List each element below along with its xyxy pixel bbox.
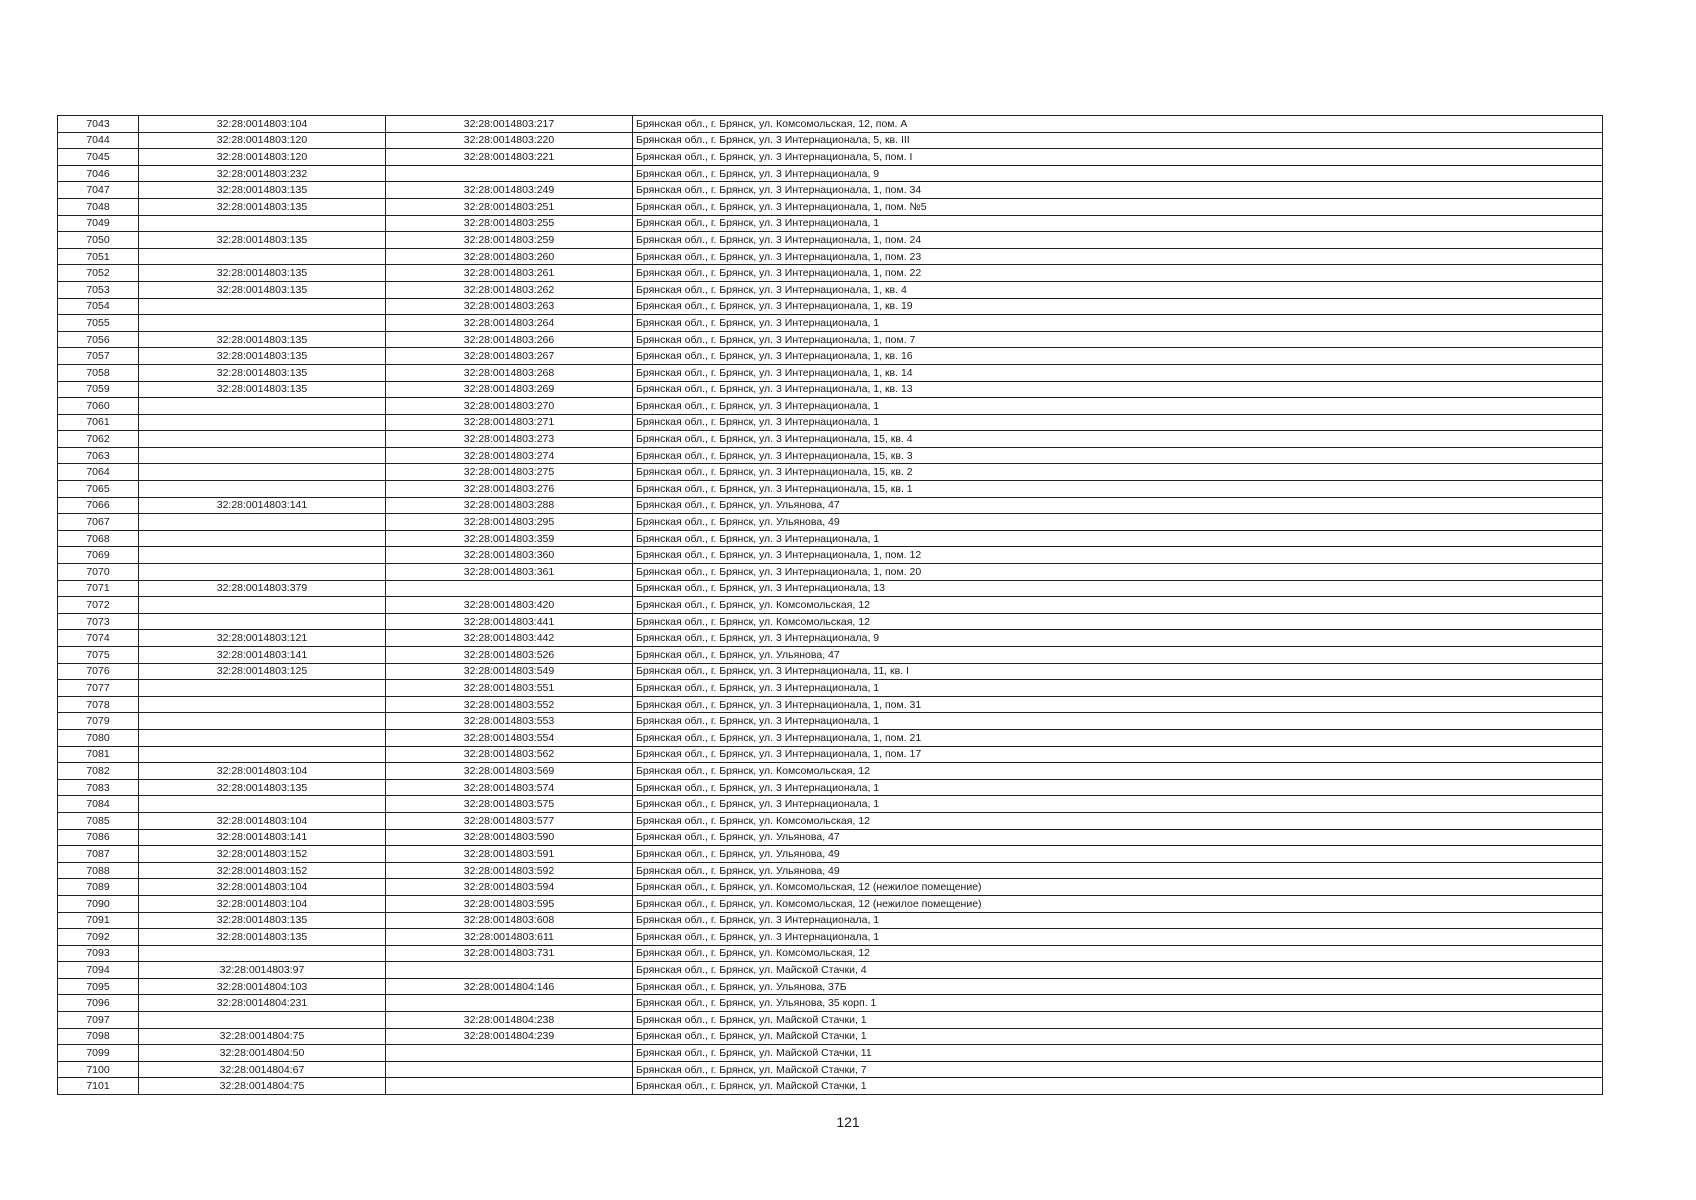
table-row <box>58 613 1603 630</box>
cadastral-number-cell <box>386 995 633 1012</box>
table-row <box>58 879 1603 896</box>
cadastral-number-cell: 32:28:0014803:552 <box>386 696 633 713</box>
address-cell: Брянская обл., г. Брянск, ул. 3 Интернационала, 1, пом. 12 <box>633 547 1603 564</box>
cadastral-number-cell: 32:28:0014803:273 <box>386 431 633 448</box>
table-row <box>58 315 1603 332</box>
row-number-cell: 7076 <box>58 663 139 680</box>
table-row <box>58 464 1603 481</box>
address-cell: Брянская обл., г. Брянск, ул. 3 Интернационала, 15, кв. 3 <box>633 447 1603 464</box>
table-row <box>58 962 1603 979</box>
cadastral-number-cell: 32:28:0014803:569 <box>386 763 633 780</box>
parent-cadastral-number-cell: 32:28:0014803:135 <box>139 364 386 381</box>
address-cell: Брянская обл., г. Брянск, ул. Комсомольская, 12 <box>633 613 1603 630</box>
row-number-cell: 7089 <box>58 879 139 896</box>
table-row <box>58 696 1603 713</box>
parent-cadastral-number-cell: 32:28:0014803:125 <box>139 663 386 680</box>
row-number-cell: 7064 <box>58 464 139 481</box>
cadastral-number-cell: 32:28:0014803:295 <box>386 514 633 531</box>
table-row <box>58 497 1603 514</box>
row-number-cell: 7078 <box>58 696 139 713</box>
address-cell: Брянская обл., г. Брянск, ул. 3 Интернационала, 15, кв. 2 <box>633 464 1603 481</box>
row-number-cell: 7051 <box>58 248 139 265</box>
table-row <box>58 796 1603 813</box>
row-number-cell: 7086 <box>58 829 139 846</box>
row-number-cell: 7074 <box>58 630 139 647</box>
address-cell: Брянская обл., г. Брянск, ул. 3 Интернационала, 1, пом. 22 <box>633 265 1603 282</box>
parent-cadastral-number-cell: 32:28:0014803:232 <box>139 165 386 182</box>
cadastral-number-cell: 32:28:0014803:361 <box>386 564 633 581</box>
row-number-cell: 7092 <box>58 929 139 946</box>
cadastral-number-cell <box>386 580 633 597</box>
parent-cadastral-number-cell: 32:28:0014803:135 <box>139 929 386 946</box>
table-row <box>58 846 1603 863</box>
cadastral-number-cell: 32:28:0014803:274 <box>386 447 633 464</box>
cadastral-number-cell: 32:28:0014803:269 <box>386 381 633 398</box>
parent-cadastral-number-cell: 32:28:0014803:135 <box>139 912 386 929</box>
parent-cadastral-number-cell <box>139 597 386 614</box>
parent-cadastral-number-cell: 32:28:0014803:104 <box>139 879 386 896</box>
row-number-cell: 7095 <box>58 978 139 995</box>
address-cell: Брянская обл., г. Брянск, ул. 3 Интернационала, 1 <box>633 315 1603 332</box>
row-number-cell: 7093 <box>58 945 139 962</box>
row-number-cell: 7052 <box>58 265 139 282</box>
cadastral-number-cell: 32:28:0014803:217 <box>386 116 633 133</box>
row-number-cell: 7057 <box>58 348 139 365</box>
row-number-cell: 7055 <box>58 315 139 332</box>
parent-cadastral-number-cell <box>139 945 386 962</box>
address-cell: Брянская обл., г. Брянск, ул. 3 Интернационала, 9 <box>633 165 1603 182</box>
cadastral-number-cell: 32:28:0014803:220 <box>386 132 633 149</box>
table-row <box>58 647 1603 664</box>
cadastral-number-cell: 32:28:0014803:221 <box>386 149 633 166</box>
address-cell: Брянская обл., г. Брянск, ул. Комсомольская, 12 <box>633 763 1603 780</box>
cadastral-number-cell: 32:28:0014803:441 <box>386 613 633 630</box>
cadastral-number-cell <box>386 1061 633 1078</box>
parent-cadastral-number-cell: 32:28:0014803:135 <box>139 182 386 199</box>
table-row <box>58 331 1603 348</box>
table-row <box>58 862 1603 879</box>
row-number-cell: 7069 <box>58 547 139 564</box>
address-cell: Брянская обл., г. Брянск, ул. 3 Интернационала, 1 <box>633 713 1603 730</box>
cadastral-number-cell: 32:28:0014803:574 <box>386 779 633 796</box>
cadastral-number-cell <box>386 1078 633 1095</box>
table-row <box>58 978 1603 995</box>
cadastral-number-cell: 32:28:0014803:526 <box>386 647 633 664</box>
parent-cadastral-number-cell: 32:28:0014803:104 <box>139 763 386 780</box>
address-cell: Брянская обл., г. Брянск, ул. Комсомольская, 12, пом. А <box>633 116 1603 133</box>
table-row <box>58 1028 1603 1045</box>
parent-cadastral-number-cell: 32:28:0014804:75 <box>139 1078 386 1095</box>
table-row <box>58 414 1603 431</box>
parent-cadastral-number-cell <box>139 680 386 697</box>
table-row <box>58 746 1603 763</box>
parent-cadastral-number-cell <box>139 1012 386 1029</box>
parent-cadastral-number-cell <box>139 713 386 730</box>
address-cell: Брянская обл., г. Брянск, ул. 3 Интернационала, 1 <box>633 398 1603 415</box>
parent-cadastral-number-cell: 32:28:0014803:135 <box>139 232 386 249</box>
row-number-cell: 7067 <box>58 514 139 531</box>
row-number-cell: 7072 <box>58 597 139 614</box>
table-row <box>58 912 1603 929</box>
address-cell: Брянская обл., г. Брянск, ул. 3 Интернационала, 9 <box>633 630 1603 647</box>
parent-cadastral-number-cell: 32:28:0014803:135 <box>139 779 386 796</box>
cadastral-number-cell: 32:28:0014803:731 <box>386 945 633 962</box>
table-row <box>58 381 1603 398</box>
row-number-cell: 7068 <box>58 530 139 547</box>
parent-cadastral-number-cell: 32:28:0014803:135 <box>139 265 386 282</box>
address-cell: Брянская обл., г. Брянск, ул. Майской Стачки, 1 <box>633 1078 1603 1095</box>
table-row <box>58 1078 1603 1095</box>
address-cell: Брянская обл., г. Брянск, ул. 3 Интернационала, 15, кв. 1 <box>633 481 1603 498</box>
address-cell: Брянская обл., г. Брянск, ул. 3 Интернационала, 1 <box>633 779 1603 796</box>
parent-cadastral-number-cell: 32:28:0014804:75 <box>139 1028 386 1045</box>
parent-cadastral-number-cell: 32:28:0014803:141 <box>139 829 386 846</box>
table-row <box>58 829 1603 846</box>
table-row <box>58 182 1603 199</box>
row-number-cell: 7063 <box>58 447 139 464</box>
cadastral-number-cell: 32:28:0014804:146 <box>386 978 633 995</box>
address-cell: Брянская обл., г. Брянск, ул. Комсомольская, 12 <box>633 945 1603 962</box>
cadastral-number-cell: 32:28:0014803:360 <box>386 547 633 564</box>
table-row <box>58 995 1603 1012</box>
parent-cadastral-number-cell <box>139 248 386 265</box>
cadastral-number-cell: 32:28:0014803:260 <box>386 248 633 265</box>
table-row <box>58 149 1603 166</box>
address-cell: Брянская обл., г. Брянск, ул. 3 Интернационала, 1, пом. №5 <box>633 198 1603 215</box>
cadastral-number-cell: 32:28:0014803:275 <box>386 464 633 481</box>
address-cell: Брянская обл., г. Брянск, ул. 3 Интернационала, 15, кв. 4 <box>633 431 1603 448</box>
parent-cadastral-number-cell: 32:28:0014803:104 <box>139 812 386 829</box>
parent-cadastral-number-cell: 32:28:0014803:152 <box>139 846 386 863</box>
address-cell: Брянская обл., г. Брянск, ул. Комсомольская, 12 <box>633 597 1603 614</box>
row-number-cell: 7066 <box>58 497 139 514</box>
cadastral-number-cell: 32:28:0014803:442 <box>386 630 633 647</box>
cadastral-number-cell: 32:28:0014803:259 <box>386 232 633 249</box>
address-cell: Брянская обл., г. Брянск, ул. 3 Интернационала, 1 <box>633 912 1603 929</box>
cadastral-number-cell: 32:28:0014804:238 <box>386 1012 633 1029</box>
address-cell: Брянская обл., г. Брянск, ул. Майской Стачки, 1 <box>633 1028 1603 1045</box>
address-cell: Брянская обл., г. Брянск, ул. 3 Интернационала, 5, пом. I <box>633 149 1603 166</box>
row-number-cell: 7060 <box>58 398 139 415</box>
parent-cadastral-number-cell <box>139 746 386 763</box>
address-cell: Брянская обл., г. Брянск, ул. Майской Стачки, 4 <box>633 962 1603 979</box>
parent-cadastral-number-cell <box>139 447 386 464</box>
parent-cadastral-number-cell: 32:28:0014803:120 <box>139 132 386 149</box>
row-number-cell: 7084 <box>58 796 139 813</box>
cadastral-number-cell: 32:28:0014803:267 <box>386 348 633 365</box>
row-number-cell: 7085 <box>58 812 139 829</box>
address-cell: Брянская обл., г. Брянск, ул. 3 Интернационала, 1, кв. 13 <box>633 381 1603 398</box>
address-cell: Брянская обл., г. Брянск, ул. Ульянова, 49 <box>633 862 1603 879</box>
cadastral-number-cell: 32:28:0014803:261 <box>386 265 633 282</box>
row-number-cell: 7090 <box>58 895 139 912</box>
parent-cadastral-number-cell: 32:28:0014803:135 <box>139 348 386 365</box>
table-row <box>58 929 1603 946</box>
parent-cadastral-number-cell: 32:28:0014803:135 <box>139 331 386 348</box>
address-cell: Брянская обл., г. Брянск, ул. Майской Стачки, 7 <box>633 1061 1603 1078</box>
table-row <box>58 680 1603 697</box>
address-cell: Брянская обл., г. Брянск, ул. Комсомольская, 12 (нежилое помещение) <box>633 879 1603 896</box>
cadastral-number-cell: 32:28:0014803:264 <box>386 315 633 332</box>
cadastral-number-cell: 32:28:0014803:268 <box>386 364 633 381</box>
table-row <box>58 398 1603 415</box>
address-cell: Брянская обл., г. Брянск, ул. Майской Стачки, 11 <box>633 1045 1603 1062</box>
table-row <box>58 597 1603 614</box>
parent-cadastral-number-cell: 32:28:0014803:121 <box>139 630 386 647</box>
row-number-cell: 7077 <box>58 680 139 697</box>
table-row <box>58 812 1603 829</box>
row-number-cell: 7094 <box>58 962 139 979</box>
row-number-cell: 7098 <box>58 1028 139 1045</box>
address-cell: Брянская обл., г. Брянск, ул. 3 Интернационала, 1 <box>633 796 1603 813</box>
cadastral-number-cell: 32:28:0014803:549 <box>386 663 633 680</box>
cadastral-number-cell: 32:28:0014803:359 <box>386 530 633 547</box>
row-number-cell: 7062 <box>58 431 139 448</box>
row-number-cell: 7048 <box>58 198 139 215</box>
address-cell: Брянская обл., г. Брянск, ул. 3 Интернационала, 1, кв. 19 <box>633 298 1603 315</box>
table-row <box>58 198 1603 215</box>
registry-table-body <box>58 116 1603 1095</box>
table-row <box>58 895 1603 912</box>
row-number-cell: 7100 <box>58 1061 139 1078</box>
table-row <box>58 630 1603 647</box>
parent-cadastral-number-cell <box>139 547 386 564</box>
table-row <box>58 779 1603 796</box>
cadastral-number-cell: 32:28:0014803:554 <box>386 729 633 746</box>
parent-cadastral-number-cell: 32:28:0014803:104 <box>139 895 386 912</box>
row-number-cell: 7049 <box>58 215 139 232</box>
address-cell: Брянская обл., г. Брянск, ул. 3 Интернационала, 1 <box>633 929 1603 946</box>
table-row <box>58 481 1603 498</box>
cadastral-number-cell: 32:28:0014803:594 <box>386 879 633 896</box>
row-number-cell: 7047 <box>58 182 139 199</box>
row-number-cell: 7096 <box>58 995 139 1012</box>
cadastral-number-cell <box>386 165 633 182</box>
row-number-cell: 7070 <box>58 564 139 581</box>
address-cell: Брянская обл., г. Брянск, ул. Ульянова, 49 <box>633 514 1603 531</box>
address-cell: Брянская обл., г. Брянск, ул. 3 Интернационала, 1, пом. 24 <box>633 232 1603 249</box>
row-number-cell: 7054 <box>58 298 139 315</box>
table-row <box>58 1012 1603 1029</box>
row-number-cell: 7043 <box>58 116 139 133</box>
cadastral-number-cell: 32:28:0014803:251 <box>386 198 633 215</box>
table-row <box>58 364 1603 381</box>
cadastral-number-cell: 32:28:0014804:239 <box>386 1028 633 1045</box>
table-row <box>58 232 1603 249</box>
parent-cadastral-number-cell <box>139 431 386 448</box>
cadastral-number-cell: 32:28:0014803:575 <box>386 796 633 813</box>
table-row <box>58 580 1603 597</box>
address-cell: Брянская обл., г. Брянск, ул. Майской Стачки, 1 <box>633 1012 1603 1029</box>
table-row <box>58 514 1603 531</box>
table-row <box>58 663 1603 680</box>
address-cell: Брянская обл., г. Брянск, ул. 3 Интернационала, 1, пом. 20 <box>633 564 1603 581</box>
row-number-cell: 7045 <box>58 149 139 166</box>
address-cell: Брянская обл., г. Брянск, ул. 3 Интернационала, 1, кв. 14 <box>633 364 1603 381</box>
address-cell: Брянская обл., г. Брянск, ул. 3 Интернационала, 1 <box>633 680 1603 697</box>
row-number-cell: 7079 <box>58 713 139 730</box>
parent-cadastral-number-cell: 32:28:0014804:50 <box>139 1045 386 1062</box>
address-cell: Брянская обл., г. Брянск, ул. Ульянова, 49 <box>633 846 1603 863</box>
parent-cadastral-number-cell <box>139 215 386 232</box>
cadastral-number-cell <box>386 962 633 979</box>
row-number-cell: 7071 <box>58 580 139 597</box>
row-number-cell: 7080 <box>58 729 139 746</box>
table-row <box>58 348 1603 365</box>
table-row <box>58 281 1603 298</box>
table-row <box>58 132 1603 149</box>
parent-cadastral-number-cell <box>139 729 386 746</box>
parent-cadastral-number-cell <box>139 398 386 415</box>
table-row <box>58 1061 1603 1078</box>
table-row <box>58 945 1603 962</box>
cadastral-number-cell: 32:28:0014803:262 <box>386 281 633 298</box>
cadastral-number-cell: 32:28:0014803:608 <box>386 912 633 929</box>
address-cell: Брянская обл., г. Брянск, ул. 3 Интернационала, 1, пом. 17 <box>633 746 1603 763</box>
table-row <box>58 298 1603 315</box>
table-row <box>58 265 1603 282</box>
cadastral-number-cell: 32:28:0014803:590 <box>386 829 633 846</box>
parent-cadastral-number-cell <box>139 564 386 581</box>
address-cell: Брянская обл., г. Брянск, ул. Ульянова, 47 <box>633 497 1603 514</box>
cadastral-number-cell: 32:28:0014803:249 <box>386 182 633 199</box>
address-cell: Брянская обл., г. Брянск, ул. 3 Интернационала, 1, пом. 23 <box>633 248 1603 265</box>
parent-cadastral-number-cell: 32:28:0014803:97 <box>139 962 386 979</box>
address-cell: Брянская обл., г. Брянск, ул. Ульянова, 47 <box>633 647 1603 664</box>
table-row <box>58 729 1603 746</box>
table-row <box>58 116 1603 133</box>
row-number-cell: 7073 <box>58 613 139 630</box>
parent-cadastral-number-cell <box>139 514 386 531</box>
cadastral-number-cell: 32:28:0014803:255 <box>386 215 633 232</box>
parent-cadastral-number-cell: 32:28:0014803:152 <box>139 862 386 879</box>
parent-cadastral-number-cell: 32:28:0014803:120 <box>139 149 386 166</box>
parent-cadastral-number-cell <box>139 696 386 713</box>
cadastral-number-cell: 32:28:0014803:420 <box>386 597 633 614</box>
cadastral-number-cell: 32:28:0014803:271 <box>386 414 633 431</box>
parent-cadastral-number-cell: 32:28:0014804:231 <box>139 995 386 1012</box>
row-number-cell: 7082 <box>58 763 139 780</box>
address-cell: Брянская обл., г. Брянск, ул. 3 Интернационала, 11, кв. I <box>633 663 1603 680</box>
row-number-cell: 7081 <box>58 746 139 763</box>
parent-cadastral-number-cell: 32:28:0014803:104 <box>139 116 386 133</box>
page-number: 121 <box>836 1114 860 1130</box>
table-row <box>58 763 1603 780</box>
cadastral-number-cell: 32:28:0014803:266 <box>386 331 633 348</box>
cadastral-number-cell: 32:28:0014803:288 <box>386 497 633 514</box>
row-number-cell: 7088 <box>58 862 139 879</box>
parent-cadastral-number-cell: 32:28:0014804:103 <box>139 978 386 995</box>
parent-cadastral-number-cell <box>139 298 386 315</box>
cadastral-number-cell <box>386 1045 633 1062</box>
table-row <box>58 1045 1603 1062</box>
row-number-cell: 7046 <box>58 165 139 182</box>
cadastral-number-cell: 32:28:0014803:611 <box>386 929 633 946</box>
table-row <box>58 165 1603 182</box>
row-number-cell: 7058 <box>58 364 139 381</box>
parent-cadastral-number-cell: 32:28:0014804:67 <box>139 1061 386 1078</box>
address-cell: Брянская обл., г. Брянск, ул. 3 Интернационала, 1, кв. 4 <box>633 281 1603 298</box>
table-row <box>58 530 1603 547</box>
address-cell: Брянская обл., г. Брянск, ул. Комсомольская, 12 <box>633 812 1603 829</box>
parent-cadastral-number-cell: 32:28:0014803:135 <box>139 198 386 215</box>
parent-cadastral-number-cell <box>139 481 386 498</box>
parent-cadastral-number-cell <box>139 414 386 431</box>
row-number-cell: 7091 <box>58 912 139 929</box>
parent-cadastral-number-cell <box>139 315 386 332</box>
row-number-cell: 7059 <box>58 381 139 398</box>
cadastral-number-cell: 32:28:0014803:551 <box>386 680 633 697</box>
parent-cadastral-number-cell: 32:28:0014803:141 <box>139 497 386 514</box>
row-number-cell: 7061 <box>58 414 139 431</box>
table-row <box>58 248 1603 265</box>
row-number-cell: 7056 <box>58 331 139 348</box>
table-row <box>58 713 1603 730</box>
address-cell: Брянская обл., г. Брянск, ул. Ульянова, 37Б <box>633 978 1603 995</box>
address-cell: Брянская обл., г. Брянск, ул. 3 Интернационала, 1 <box>633 414 1603 431</box>
parent-cadastral-number-cell: 32:28:0014803:141 <box>139 647 386 664</box>
parent-cadastral-number-cell <box>139 796 386 813</box>
address-cell: Брянская обл., г. Брянск, ул. 3 Интернационала, 1, пом. 21 <box>633 729 1603 746</box>
parent-cadastral-number-cell: 32:28:0014803:135 <box>139 381 386 398</box>
address-cell: Брянская обл., г. Брянск, ул. 3 Интернационала, 1 <box>633 215 1603 232</box>
address-cell: Брянская обл., г. Брянск, ул. Ульянова, 35 корп. 1 <box>633 995 1603 1012</box>
table-row <box>58 447 1603 464</box>
parent-cadastral-number-cell: 32:28:0014803:379 <box>139 580 386 597</box>
address-cell: Брянская обл., г. Брянск, ул. Комсомольская, 12 (нежилое помещение) <box>633 895 1603 912</box>
row-number-cell: 7097 <box>58 1012 139 1029</box>
parent-cadastral-number-cell <box>139 530 386 547</box>
parent-cadastral-number-cell <box>139 464 386 481</box>
registry-table <box>57 115 1603 1095</box>
cadastral-number-cell: 32:28:0014803:263 <box>386 298 633 315</box>
cadastral-number-cell: 32:28:0014803:592 <box>386 862 633 879</box>
cadastral-number-cell: 32:28:0014803:553 <box>386 713 633 730</box>
cadastral-number-cell: 32:28:0014803:562 <box>386 746 633 763</box>
cadastral-number-cell: 32:28:0014803:276 <box>386 481 633 498</box>
table-row <box>58 215 1603 232</box>
row-number-cell: 7065 <box>58 481 139 498</box>
row-number-cell: 7101 <box>58 1078 139 1095</box>
address-cell: Брянская обл., г. Брянск, ул. 3 Интернационала, 1 <box>633 530 1603 547</box>
cadastral-number-cell: 32:28:0014803:577 <box>386 812 633 829</box>
parent-cadastral-number-cell: 32:28:0014803:135 <box>139 281 386 298</box>
row-number-cell: 7053 <box>58 281 139 298</box>
address-cell: Брянская обл., г. Брянск, ул. 3 Интернационала, 1, пом. 34 <box>633 182 1603 199</box>
row-number-cell: 7087 <box>58 846 139 863</box>
row-number-cell: 7083 <box>58 779 139 796</box>
row-number-cell: 7044 <box>58 132 139 149</box>
table-row <box>58 547 1603 564</box>
cadastral-number-cell: 32:28:0014803:591 <box>386 846 633 863</box>
cadastral-number-cell: 32:28:0014803:595 <box>386 895 633 912</box>
address-cell: Брянская обл., г. Брянск, ул. 3 Интернационала, 13 <box>633 580 1603 597</box>
table-row <box>58 564 1603 581</box>
row-number-cell: 7050 <box>58 232 139 249</box>
parent-cadastral-number-cell <box>139 613 386 630</box>
address-cell: Брянская обл., г. Брянск, ул. 3 Интернационала, 1, пом. 31 <box>633 696 1603 713</box>
cadastral-number-cell: 32:28:0014803:270 <box>386 398 633 415</box>
address-cell: Брянская обл., г. Брянск, ул. 3 Интернационала, 1, пом. 7 <box>633 331 1603 348</box>
row-number-cell: 7075 <box>58 647 139 664</box>
row-number-cell: 7099 <box>58 1045 139 1062</box>
address-cell: Брянская обл., г. Брянск, ул. 3 Интернационала, 5, кв. III <box>633 132 1603 149</box>
address-cell: Брянская обл., г. Брянск, ул. Ульянова, 47 <box>633 829 1603 846</box>
table-row <box>58 431 1603 448</box>
address-cell: Брянская обл., г. Брянск, ул. 3 Интернационала, 1, кв. 16 <box>633 348 1603 365</box>
